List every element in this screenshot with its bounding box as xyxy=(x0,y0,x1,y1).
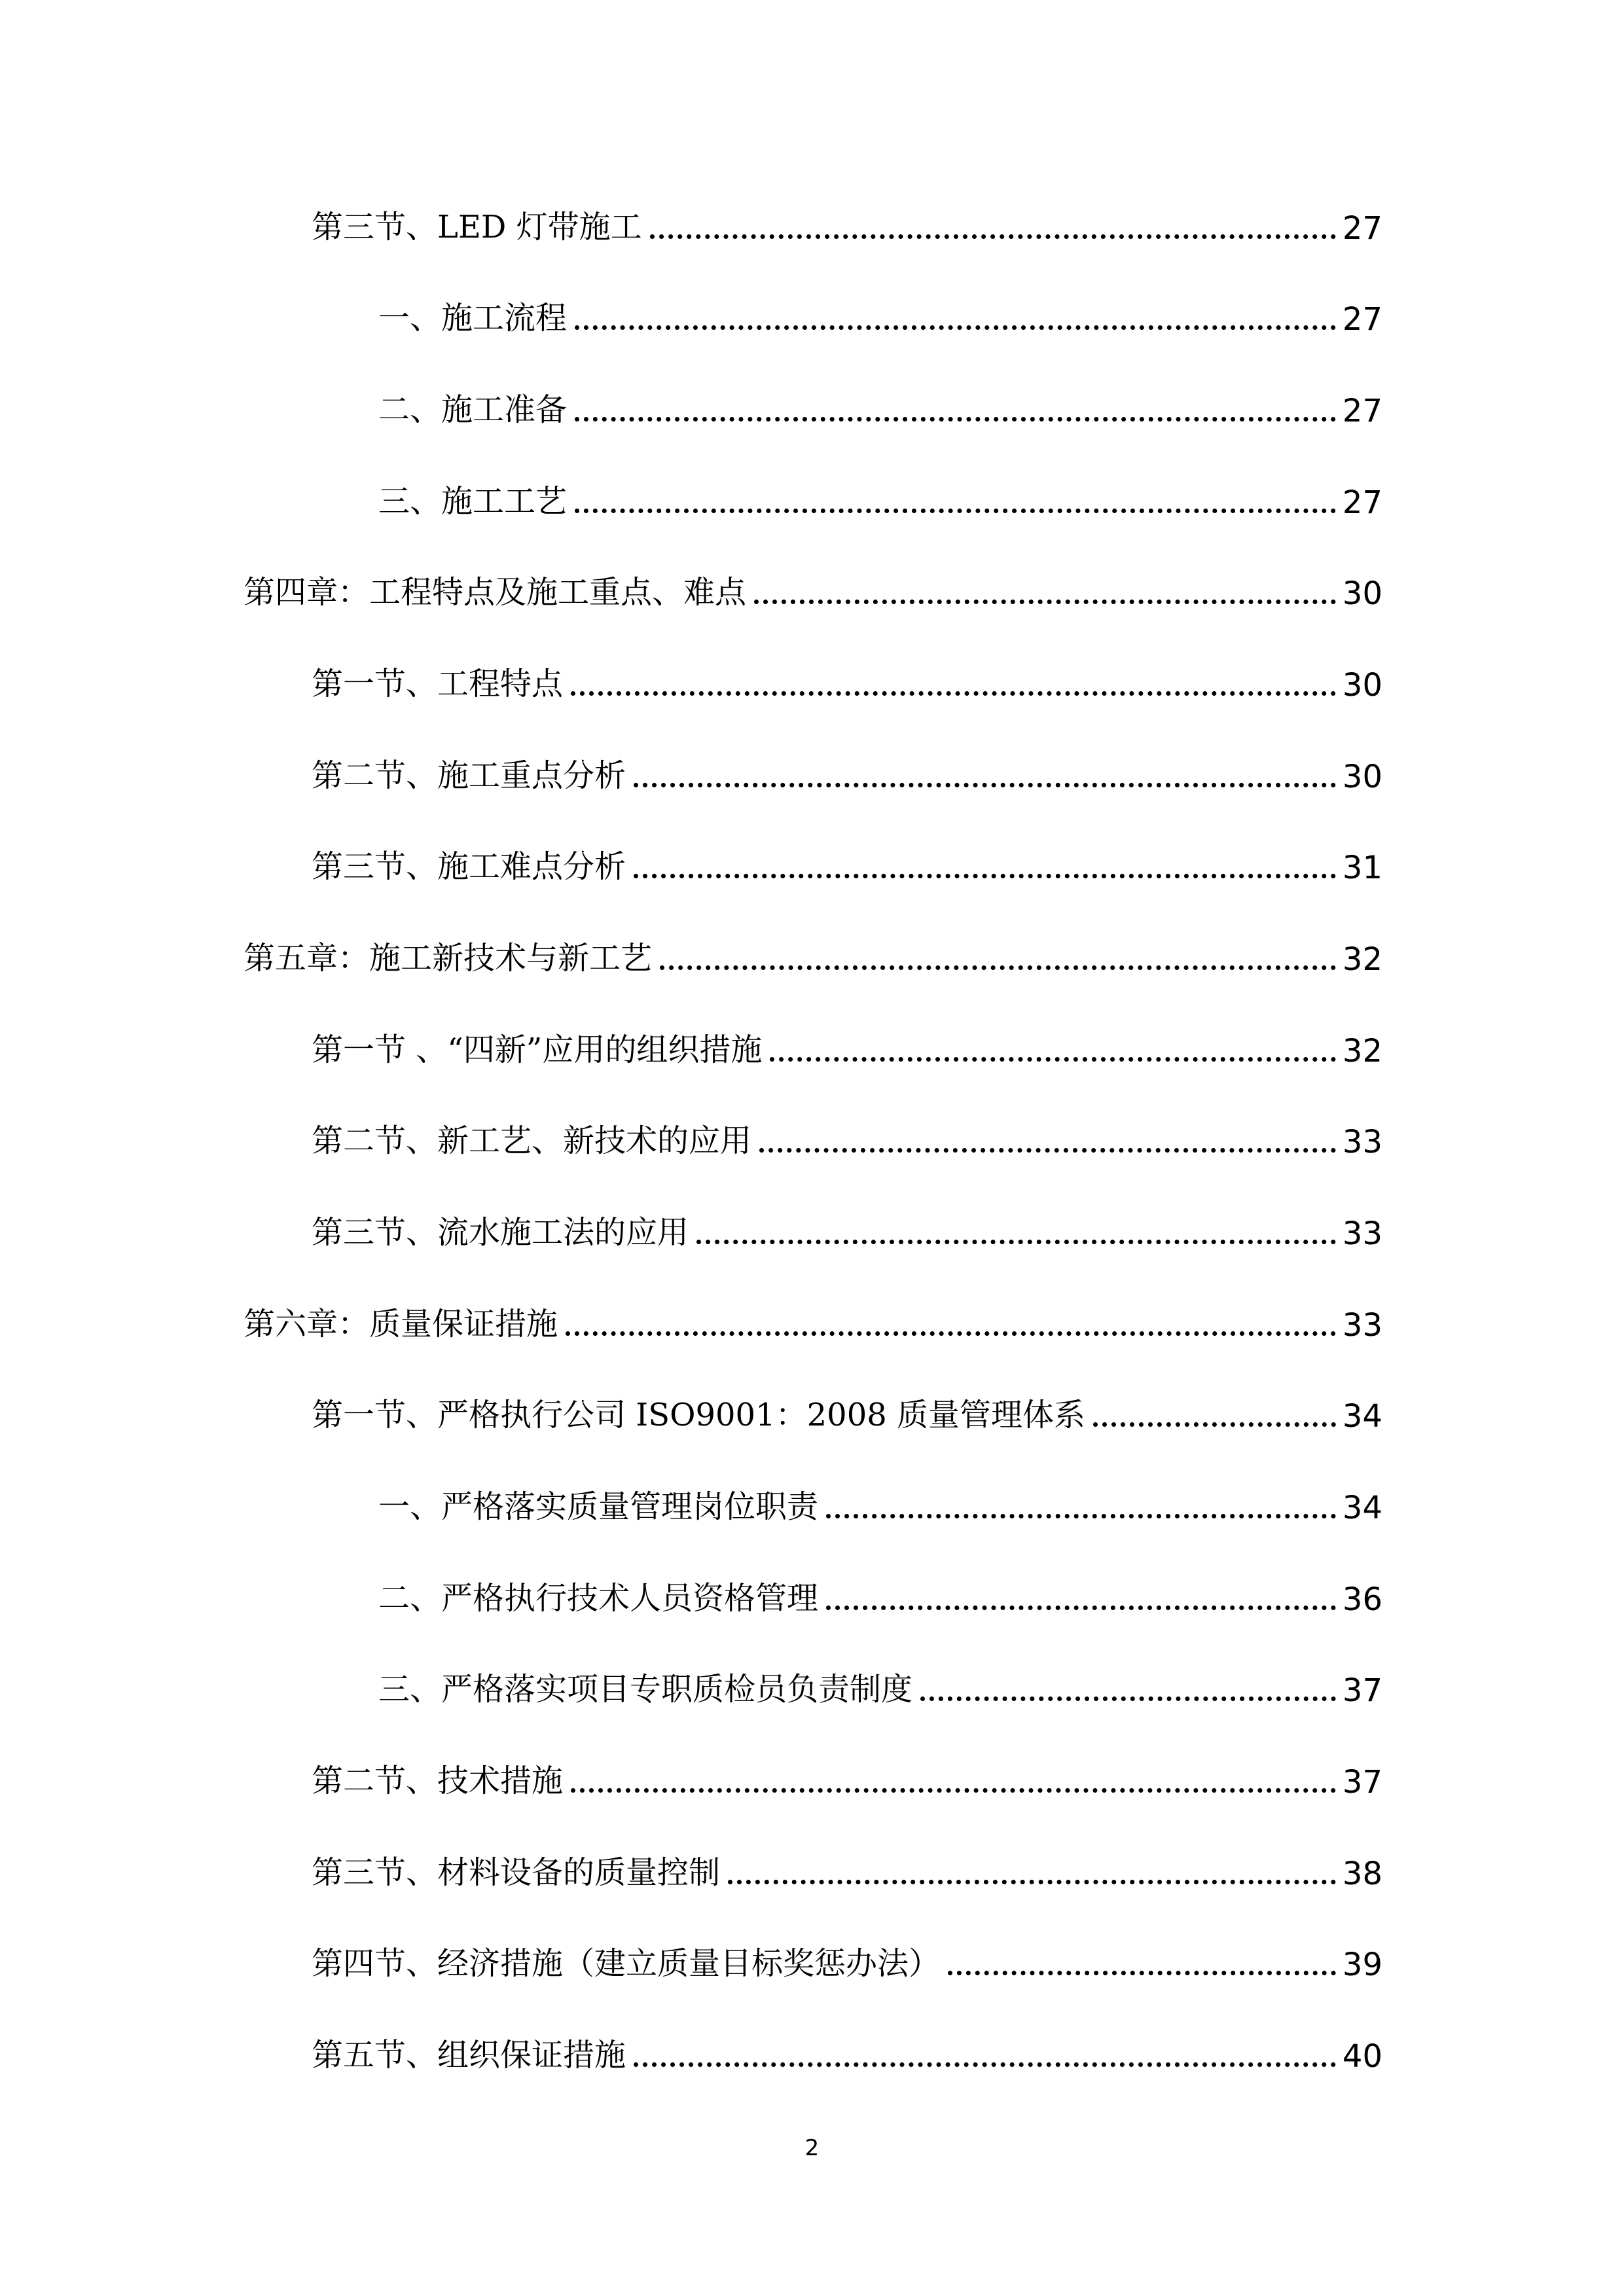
toc-entry[interactable] xyxy=(312,742,1382,794)
toc-entry[interactable] xyxy=(312,650,1382,702)
dot-leader xyxy=(634,2062,1336,2067)
toc-entry-title: 三、严格落实项目专职质检员负责制度 xyxy=(378,1671,913,1708)
toc-entry[interactable] xyxy=(244,1290,1382,1342)
toc-entry-page: 30 xyxy=(1342,667,1382,704)
toc-entry-title: 第四章：工程特点及施工重点、难点 xyxy=(244,574,747,611)
toc-entry[interactable] xyxy=(312,2021,1382,2073)
dot-leader xyxy=(826,1605,1336,1610)
dot-leader xyxy=(634,783,1336,787)
dot-leader xyxy=(571,1788,1336,1793)
toc-entry-page: 27 xyxy=(1342,210,1382,247)
toc-entry-page: 39 xyxy=(1342,1946,1382,1983)
toc-entry-title: 一、施工流程 xyxy=(378,300,568,336)
toc-entry-page: 34 xyxy=(1342,1490,1382,1526)
dot-leader xyxy=(571,691,1336,696)
dot-leader xyxy=(660,965,1336,970)
toc-entry-page: 33 xyxy=(1342,1124,1382,1160)
toc-entry-page: 37 xyxy=(1342,1672,1382,1709)
toc-entry-title: 第三节、LED 灯带施工 xyxy=(312,209,642,245)
toc-entry-page: 38 xyxy=(1342,1856,1382,1892)
dot-leader xyxy=(759,1148,1336,1153)
toc-entry[interactable] xyxy=(378,1473,1382,1525)
toc-entry[interactable] xyxy=(312,1747,1382,1799)
toc-entry-page: 32 xyxy=(1342,1033,1382,1069)
dot-leader xyxy=(650,234,1336,239)
toc-entry-title: 第三节、材料设备的质量控制 xyxy=(312,1854,721,1891)
toc-entry-title: 第一节、严格执行公司 ISO9001：2008 质量管理体系 xyxy=(312,1397,1086,1433)
toc-entry-page: 30 xyxy=(1342,759,1382,795)
toc-entry-page: 30 xyxy=(1342,575,1382,612)
toc-entry-title: 第二节、施工重点分析 xyxy=(312,757,626,794)
toc-entry-page: 37 xyxy=(1342,1764,1382,1801)
toc-entry-page: 27 xyxy=(1342,393,1382,429)
toc-entry-title: 第四节、经济措施（建立质量目标奖惩办法） xyxy=(312,1945,941,1982)
toc-entry[interactable] xyxy=(312,1107,1382,1159)
toc-entry-title: 第三节、流水施工法的应用 xyxy=(312,1214,689,1251)
toc-entry-page: 27 xyxy=(1342,484,1382,521)
toc-entry-title: 第一节、工程特点 xyxy=(312,666,564,702)
toc-entry-page: 40 xyxy=(1342,2038,1382,2075)
toc-entry-title: 一、严格落实质量管理岗位职责 xyxy=(378,1488,819,1525)
toc-entry[interactable] xyxy=(244,924,1382,977)
toc-entry-title: 第一节 、“四新”应用的组织措施 xyxy=(312,1031,763,1068)
toc-entry[interactable] xyxy=(312,1839,1382,1891)
dot-leader xyxy=(826,1514,1336,1518)
toc-entry[interactable] xyxy=(312,1016,1382,1068)
toc-entry-title: 二、施工准备 xyxy=(378,391,568,428)
toc-entry[interactable] xyxy=(378,467,1382,520)
toc-entry-title: 第二节、新工艺、新技术的应用 xyxy=(312,1122,752,1159)
dot-leader xyxy=(575,509,1336,513)
dot-leader xyxy=(575,325,1336,330)
dot-leader xyxy=(634,874,1336,878)
dot-leader xyxy=(566,1331,1336,1336)
toc-entry-page: 31 xyxy=(1342,850,1382,886)
toc-entry-title: 二、严格执行技术人员资格管理 xyxy=(378,1580,819,1617)
dot-leader xyxy=(728,1880,1336,1884)
toc-entry[interactable] xyxy=(312,833,1382,885)
toc-entry-page: 32 xyxy=(1342,941,1382,978)
dot-leader xyxy=(770,1057,1336,1062)
toc-entry[interactable] xyxy=(312,193,1382,245)
dot-leader xyxy=(696,1240,1336,1244)
toc-entry-title: 第六章：质量保证措施 xyxy=(244,1306,558,1342)
toc-entry[interactable] xyxy=(378,1655,1382,1708)
toc-entry-page: 33 xyxy=(1342,1215,1382,1252)
toc-entry[interactable] xyxy=(312,1198,1382,1251)
dot-leader xyxy=(948,1971,1336,1975)
dot-leader xyxy=(575,417,1336,422)
toc-entry-title: 三、施工工艺 xyxy=(378,483,568,520)
toc-entry[interactable] xyxy=(378,284,1382,336)
toc-entry-title: 第三节、施工难点分析 xyxy=(312,848,626,885)
toc-entry[interactable] xyxy=(312,1929,1382,1982)
toc-entry-page: 27 xyxy=(1342,301,1382,338)
toc-entry-page: 36 xyxy=(1342,1581,1382,1618)
dot-leader xyxy=(920,1696,1336,1701)
page-number: 2 xyxy=(804,2135,820,2161)
toc-entry[interactable] xyxy=(244,558,1382,611)
toc-entry-title: 第五节、组织保证措施 xyxy=(312,2037,626,2073)
toc-entry[interactable] xyxy=(378,1564,1382,1617)
toc-entry-title: 第五章：施工新技术与新工艺 xyxy=(244,940,653,977)
dot-leader xyxy=(1093,1422,1336,1427)
toc-entry-page: 33 xyxy=(1342,1307,1382,1344)
toc-entry-page: 34 xyxy=(1342,1398,1382,1435)
toc-entry[interactable] xyxy=(312,1381,1382,1433)
dot-leader xyxy=(754,600,1336,604)
toc-entry-title: 第二节、技术措施 xyxy=(312,1763,564,1799)
toc-entry[interactable] xyxy=(378,376,1382,428)
